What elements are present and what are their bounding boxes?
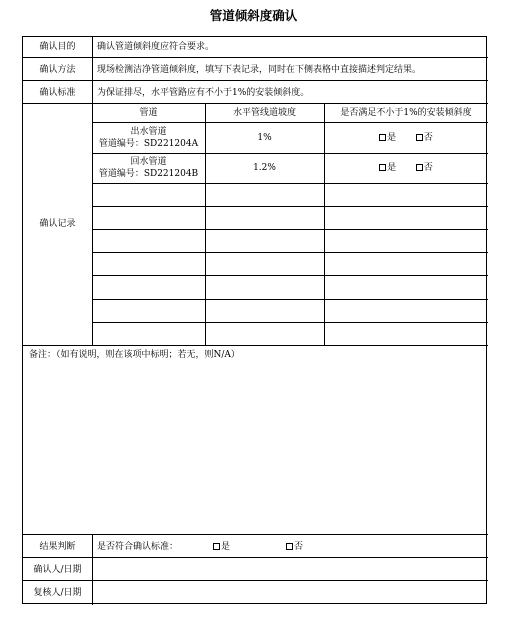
result-question: 是否符合确认标准： [97, 542, 179, 552]
pipe-slope: 1% [257, 133, 272, 143]
pipe-name: 出水管道 [130, 127, 167, 137]
purpose-text: 确认管道倾斜度应符合要求。 [97, 42, 215, 52]
no-checkbox[interactable] [416, 132, 433, 144]
no-label: 否 [423, 133, 433, 143]
result-yes-checkbox[interactable] [213, 541, 230, 553]
checkbox-icon [379, 134, 386, 141]
confirmation-form-table [22, 36, 487, 604]
meets-standard-options [324, 132, 488, 144]
header-pipe: 管道 [139, 108, 158, 118]
pipe-code: 管道编号：SD221204B [98, 169, 199, 179]
reviewed-by-label: 复核人/日期 [33, 588, 82, 598]
checkbox-icon [286, 543, 293, 550]
checkbox-icon [416, 164, 423, 171]
method-label: 确认方法 [39, 65, 76, 75]
checkbox-icon [213, 543, 220, 550]
pipe-code: 管道编号：SD221204A [98, 139, 199, 149]
yes-label: 是 [387, 133, 397, 143]
column-divider [92, 534, 93, 605]
result-no-checkbox[interactable] [286, 541, 303, 553]
row-divider [92, 229, 488, 230]
purpose-label: 确认目的 [39, 42, 76, 52]
checkbox-icon [416, 134, 423, 141]
yes-label: 是 [387, 163, 397, 173]
row-divider [92, 322, 488, 323]
method-text: 现场检测洁净管道倾斜度，填写下表记录，同时在下侧表格中直接描述判定结果。 [97, 65, 422, 75]
row-divider [92, 275, 488, 276]
row-divider [92, 153, 488, 154]
row-divider [92, 122, 488, 123]
result-label: 结果判断 [39, 542, 76, 552]
yes-label: 是 [221, 542, 231, 552]
header-slope: 水平管线道坡度 [232, 108, 296, 118]
page-title: 管道倾斜度确认 [209, 8, 298, 23]
no-label: 否 [423, 163, 433, 173]
row-divider [92, 299, 488, 300]
no-checkbox[interactable] [416, 162, 433, 174]
checkbox-icon [379, 164, 386, 171]
yes-checkbox[interactable] [379, 162, 396, 174]
pipe-slope: 1.2% [253, 163, 276, 173]
confirmed-by-label: 确认人/日期 [33, 565, 82, 575]
remarks-text: 备注：（如有说明，则在该项中标明；若无，则N/A） [29, 350, 240, 360]
column-divider [92, 37, 93, 345]
yes-checkbox[interactable] [379, 132, 396, 144]
row-divider [92, 183, 488, 184]
meets-standard-options [324, 162, 488, 174]
row-divider [92, 206, 488, 207]
header-meets-standard: 是否满足不小于1%的安装倾斜度 [340, 108, 472, 118]
pipe-name: 回水管道 [130, 157, 167, 167]
standard-text: 为保证排尽，水平管路应有不小于1%的安装倾斜度。 [97, 88, 310, 98]
no-label: 否 [294, 542, 304, 552]
row-divider [23, 345, 488, 346]
standard-label: 确认标准 [39, 88, 76, 98]
record-label: 确认记录 [39, 219, 76, 229]
row-divider [92, 252, 488, 253]
